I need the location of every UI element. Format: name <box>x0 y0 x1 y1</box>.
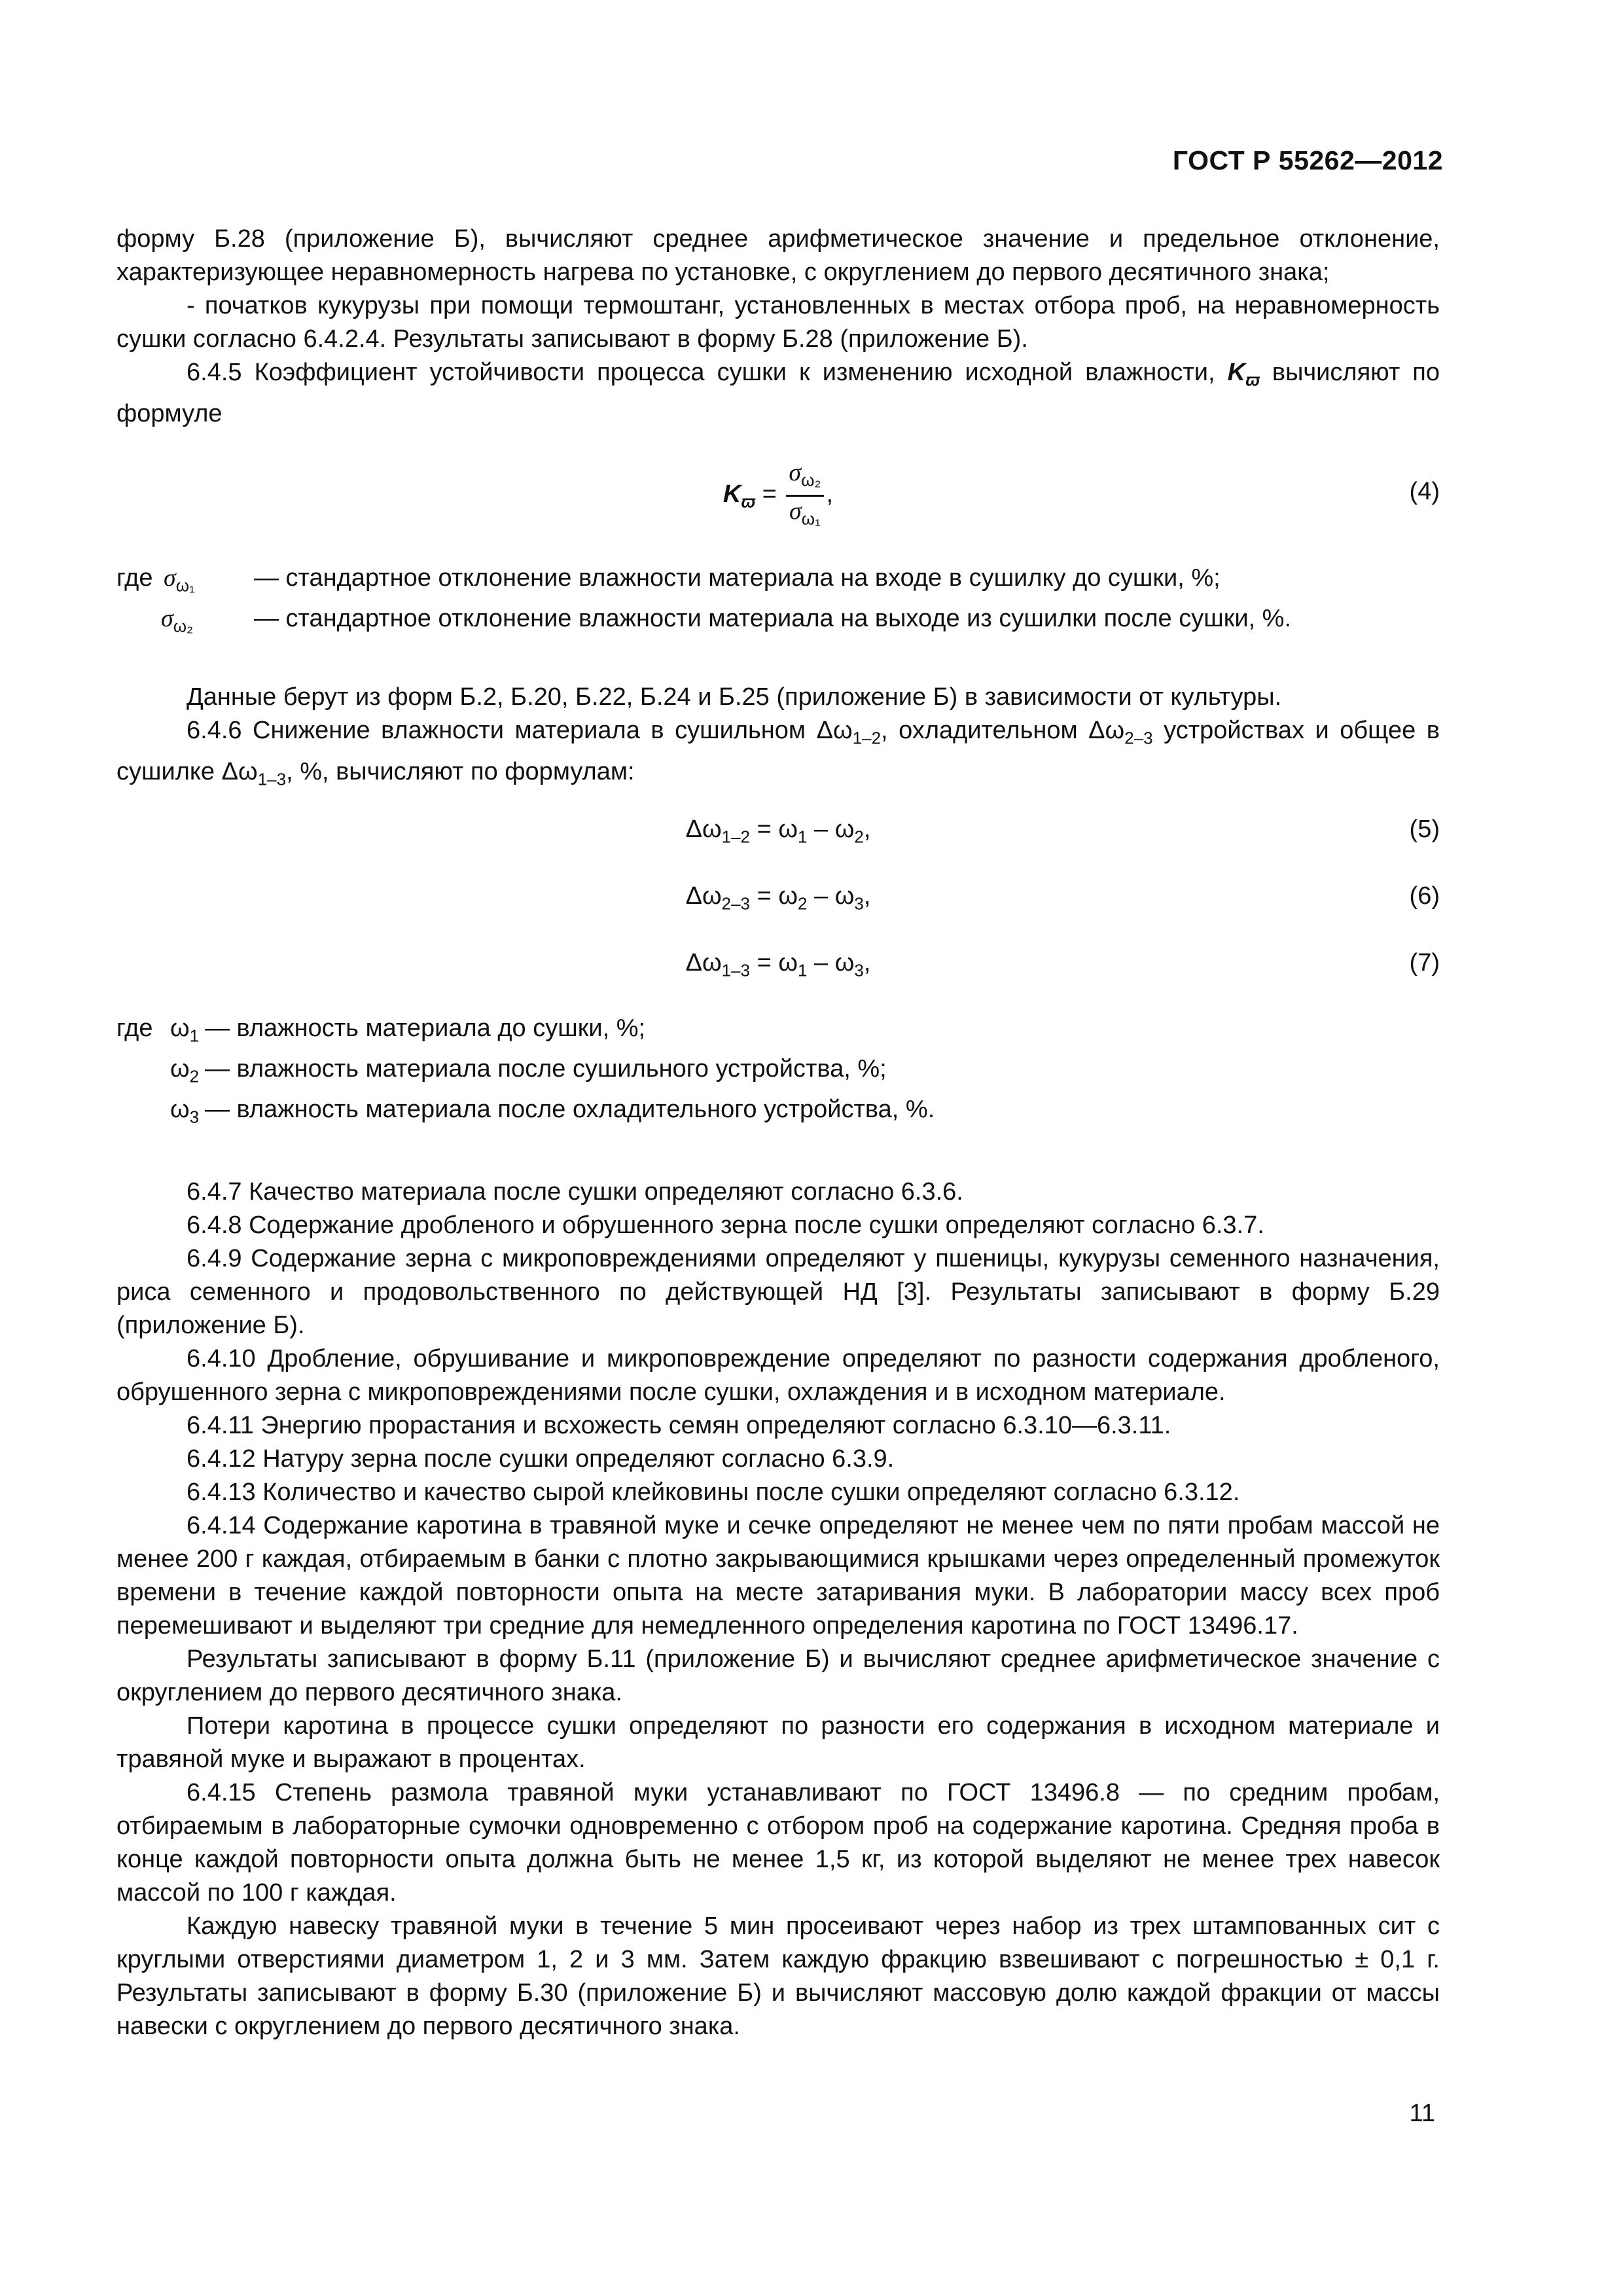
paragraph: 6.4.15 Степень размола травяной муки устанавливают по ГОСТ 13496.8 — по средним пробам, отбираемым в лабораторные сумочки одновременно с отбором проб на содержание каротина. Средняя проба в конце каждой повторности опыта должна быть не менее 1,5 кг, из которой выделяют не менее трех навесок массой по 100 г каждая. <box>116 1779 1440 1907</box>
delta-omega: Δω <box>816 717 853 744</box>
delta-omega-sub: 1–3 <box>257 769 287 789</box>
eq-sub: 1–3 <box>721 960 751 980</box>
body-text-block <box>116 1175 1440 2043</box>
legend-text: — стандартное отклонение влажности материала на входе в сушилку до сушки, %; <box>254 564 1221 592</box>
eq-mid: = ω <box>750 882 798 910</box>
paragraph-text: 6.4.6 Снижение влажности материала в сушильном <box>187 717 817 744</box>
paragraph-text: , охладительном <box>881 717 1089 744</box>
omega: ω <box>170 1055 190 1083</box>
sigma-sub: ω₁ <box>175 575 195 596</box>
legend-sigma <box>116 558 1440 639</box>
eq-tail: , <box>826 480 834 509</box>
equation-formula <box>116 458 1440 533</box>
equation-number: (4) <box>1409 478 1440 505</box>
legend-row <box>116 1089 1440 1130</box>
fraction-denominator <box>786 497 823 533</box>
omega: ω <box>170 1014 190 1042</box>
paragraph-6-4-5 <box>116 356 1440 431</box>
eq-tail: , <box>863 816 871 843</box>
equation-6 <box>116 878 1440 918</box>
eq-sub: 1 <box>798 960 808 980</box>
eq-tail: , <box>863 949 871 977</box>
sigma: σ <box>161 605 173 632</box>
sigma-sub: ω₂ <box>801 470 821 490</box>
legend-row <box>116 598 1440 639</box>
legend-label: где <box>116 1014 153 1042</box>
paragraph: 6.4.10 Дробление, обрушивание и микроповреждение определяют по разности содержания дробленого, обрушенного зерна с микроповреждениями после сушки, охлаждения и в исходном материале. <box>116 1345 1440 1406</box>
omega-sub: 2 <box>189 1066 200 1086</box>
eq-mid: = ω <box>750 816 798 843</box>
paragraph: Каждую навеску травяной муки в течение 5 мин просеивают через набор из трех штампованных сит с круглыми отверстиями диаметром 1, 2 и 3 мм. Затем каждую фракцию взвешивают с погрешностью ± 0,1 г. Результаты записывают в форму Б.30 (приложение Б) и вычисляют массовую долю каждой фракции от массы навески с округлением до первого десятичного знака. <box>116 1912 1440 2040</box>
paragraph: 6.4.14 Содержание каротина в травяной муке и сечке определяют не менее чем по пяти пробам массой не менее 200 г каждая, отбираемым в банки с плотно закрывающимися крышками через определенный промежуток времени в течение каждой повторности опыта на месте затаривания муки. В лаборатории массу всех проб перемешивают и выделяют три средние для немедленного определения каротина по ГОСТ 13496.17. <box>116 1512 1440 1640</box>
k-symbol: K <box>1227 359 1246 386</box>
legend-symbol <box>170 1089 199 1138</box>
eq-op: – ω <box>807 949 855 977</box>
document-header: ГОСТ Р 55262—2012 <box>1172 145 1443 175</box>
paragraph-tail: вычисляют по формуле <box>116 359 1440 427</box>
equation-formula <box>116 816 1440 848</box>
paragraph: 6.4.8 Содержание дробленого и обрушенного зерна после сушки определяют согласно 6.3.7. <box>187 1211 1264 1239</box>
paragraph: форму Б.28 (приложение Б), вычисляют среднее арифметическое значение и предельное отклонение, характеризующее неравномерность нагрева по установке, с округлением до первого десятичного знака; <box>116 225 1440 286</box>
eq-sign: = <box>755 480 784 509</box>
delta-omega: Δω <box>221 757 258 785</box>
legend-label: где <box>116 564 153 592</box>
paragraph: Данные берут из форм Б.2, Б.20, Б.22, Б.24 и Б.25 (приложение Б) в зависимости от культуры. <box>187 683 1282 711</box>
eq-lhs: K <box>722 480 741 509</box>
eq-sub: 3 <box>854 893 864 914</box>
fraction-numerator <box>786 458 823 497</box>
paragraph: 6.4.12 Натуру зерна после сушки определяют согласно 6.3.9. <box>187 1445 895 1473</box>
eq-sub: 2 <box>798 893 808 914</box>
equation-formula <box>116 882 1440 914</box>
equation-4 <box>116 458 1440 530</box>
legend-symbol <box>161 598 193 647</box>
equation-formula <box>116 949 1440 981</box>
omega-sub: 3 <box>189 1107 200 1127</box>
eq-lhs: Δω <box>685 882 722 910</box>
equation-5 <box>116 812 1440 851</box>
sigma: σ <box>789 497 802 525</box>
sigma: σ <box>164 564 176 592</box>
paragraph: 6.4.9 Содержание зерна с микроповреждениями определяют у пшеницы, кукурузы семенного назначения, риса семенного и продовольственного по действующей НД [3]. Результаты записывают в форму Б.29 (приложение Б). <box>116 1245 1440 1339</box>
omega-sub: 1 <box>189 1026 200 1046</box>
delta-omega-sub: 2–3 <box>1124 728 1153 748</box>
delta-omega-sub: 1–2 <box>852 728 882 748</box>
equation-number: (6) <box>1409 882 1440 910</box>
paragraph-text: 6.4.5 Коэффициент устойчивости процесса сушки к изменению исходной влажности, <box>187 359 1228 386</box>
page-number: 11 <box>1409 2100 1435 2127</box>
legend-row <box>116 1008 1440 1049</box>
eq-sub: 3 <box>854 960 864 980</box>
sigma-sub: ω₁ <box>801 509 821 529</box>
top-text-block <box>116 223 1440 431</box>
eq-lhs-sub: ϖ <box>741 492 756 512</box>
paragraph-text: устройствах и общее в сушилке <box>116 717 1440 785</box>
middle-text-block <box>116 681 1440 796</box>
legend-text: — влажность материала после сушильного устройства, %; <box>205 1055 887 1083</box>
equation-number: (7) <box>1409 949 1440 977</box>
legend-row <box>116 1049 1440 1089</box>
eq-lhs: Δω <box>685 949 722 977</box>
k-subscript: ϖ <box>1245 370 1260 390</box>
legend-text: — влажность материала после охладительного устройства, %. <box>205 1096 935 1123</box>
eq-sub: 2–3 <box>721 893 751 914</box>
eq-op: – ω <box>807 816 855 843</box>
eq-lhs: Δω <box>685 816 722 843</box>
sigma-sub: ω₂ <box>173 616 194 636</box>
paragraph: 6.4.13 Количество и качество сырой клейковины после сушки определяют согласно 6.3.12. <box>187 1479 1240 1506</box>
paragraph: - початков кукурузы при помощи термоштанг, установленных в местах отбора проб, на неравномерность сушки согласно 6.4.2.4. Результаты записывают в форму Б.28 (приложение Б). <box>116 292 1440 353</box>
eq-mid: = ω <box>750 949 798 977</box>
legend-text: — влажность материала до сушки, %; <box>205 1014 646 1042</box>
equation-number: (5) <box>1409 816 1440 843</box>
legend-text: — стандартное отклонение влажности материала на выходе из сушилки после сушки, %. <box>254 605 1292 632</box>
omega: ω <box>170 1096 190 1123</box>
paragraph: 6.4.7 Качество материала после сушки определяют согласно 6.3.6. <box>187 1178 963 1206</box>
eq-tail: , <box>863 882 871 910</box>
paragraph: 6.4.11 Энергию прорастания и всхожесть семян определяют согласно 6.3.10—6.3.11. <box>187 1412 1171 1439</box>
equation-7 <box>116 945 1440 984</box>
eq-sub: 2 <box>854 827 864 847</box>
legend-row <box>116 558 1440 598</box>
sigma: σ <box>789 459 802 486</box>
paragraph: Потери каротина в процессе сушки определяют по разности его содержания в исходном материале и травяной муке и выражают в процентах. <box>116 1712 1440 1773</box>
fraction <box>786 458 823 533</box>
eq-sub: 1 <box>798 827 808 847</box>
delta-omega: Δω <box>1088 717 1125 744</box>
legend-omega <box>116 1008 1440 1130</box>
eq-op: – ω <box>807 882 855 910</box>
paragraph-text: , %, вычисляют по формулам: <box>286 757 635 785</box>
paragraph: Результаты записывают в форму Б.11 (приложение Б) и вычисляют среднее арифметическое значение с округлением до первого десятичного знака. <box>116 1645 1440 1706</box>
paragraph-6-4-6 <box>116 714 1440 796</box>
eq-sub: 1–2 <box>721 827 751 847</box>
